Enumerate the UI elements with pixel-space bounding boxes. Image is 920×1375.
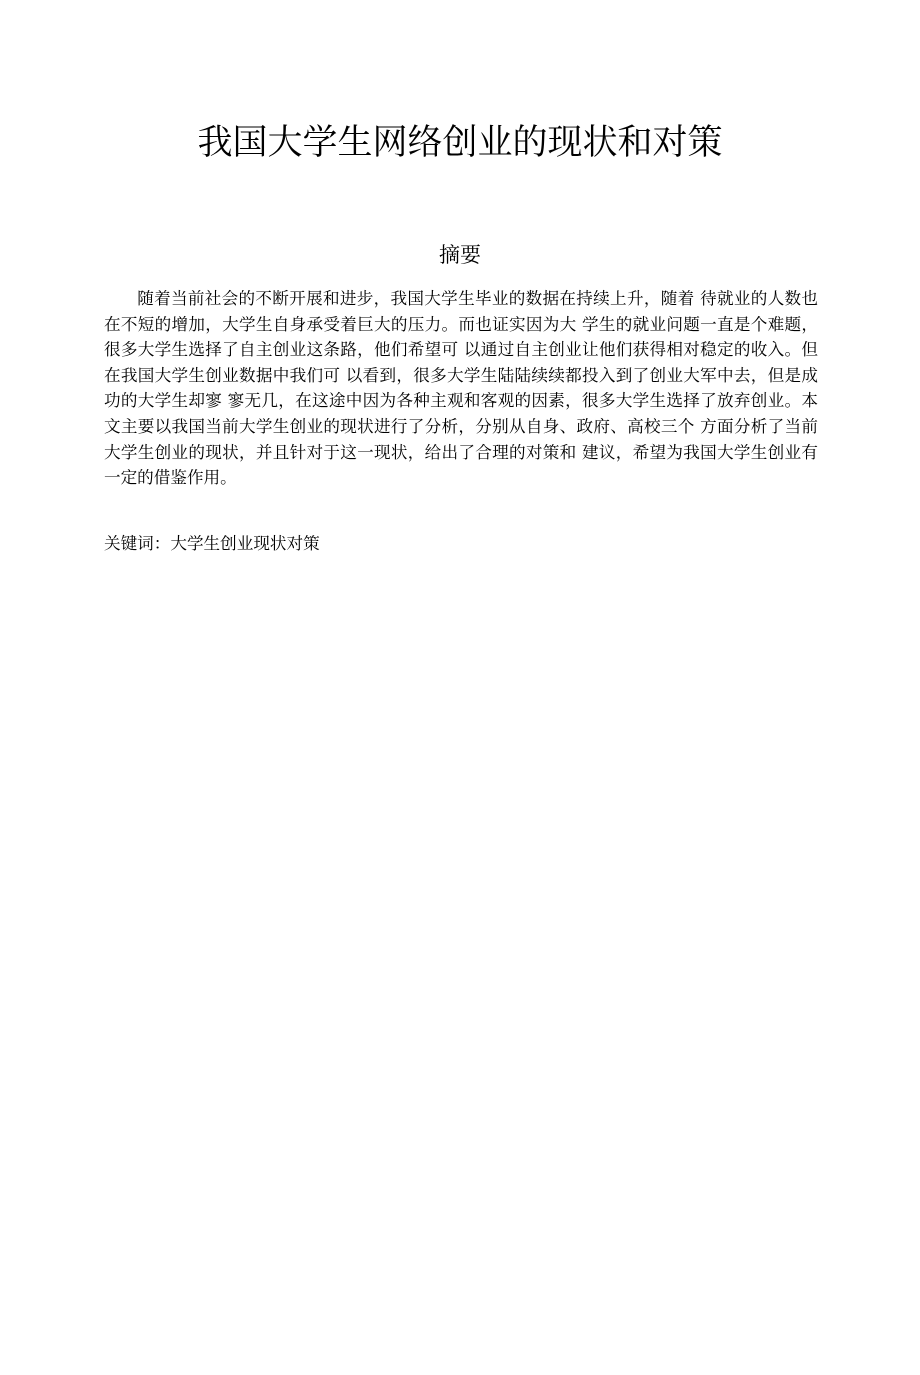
keywords-line: 关键词：大学生创业现状对策 xyxy=(104,534,320,553)
document-title: 我国大学生网络创业的现状和对策 xyxy=(197,123,723,163)
abstract-paragraph: 随着当前社会的不断开展和进步，我国大学生毕业的数据在持续上升，随着 待就业的人数也在不短的增加，大学生自身承受着巨大的压力。而也证实因为大 学生的就业问题一直是个难题，很多大学生选择了自主创业这条路，他们希望可 以通过自主创业让他们获得相对稳定的收入。但在我国大学生创业数据中我们可 以看到，很多大学生陆陆续续都投入到了创业大军中去，但是成功的大学生却寥 寥无几，在这途中因为各种主观和客观的因素，很多大学生选择了放弃创业。本 文主要以我国当前大学生创业的现状进行了分析，分别从自身、政府、高校三个 方面分析了当前大学生创业的现状，并且针对于这一现状，给出了合理的对策和 建议，希望为我国大学生创业有一定的借鉴作用。 xyxy=(104,289,818,488)
abstract-heading: 摘要 xyxy=(439,243,481,267)
